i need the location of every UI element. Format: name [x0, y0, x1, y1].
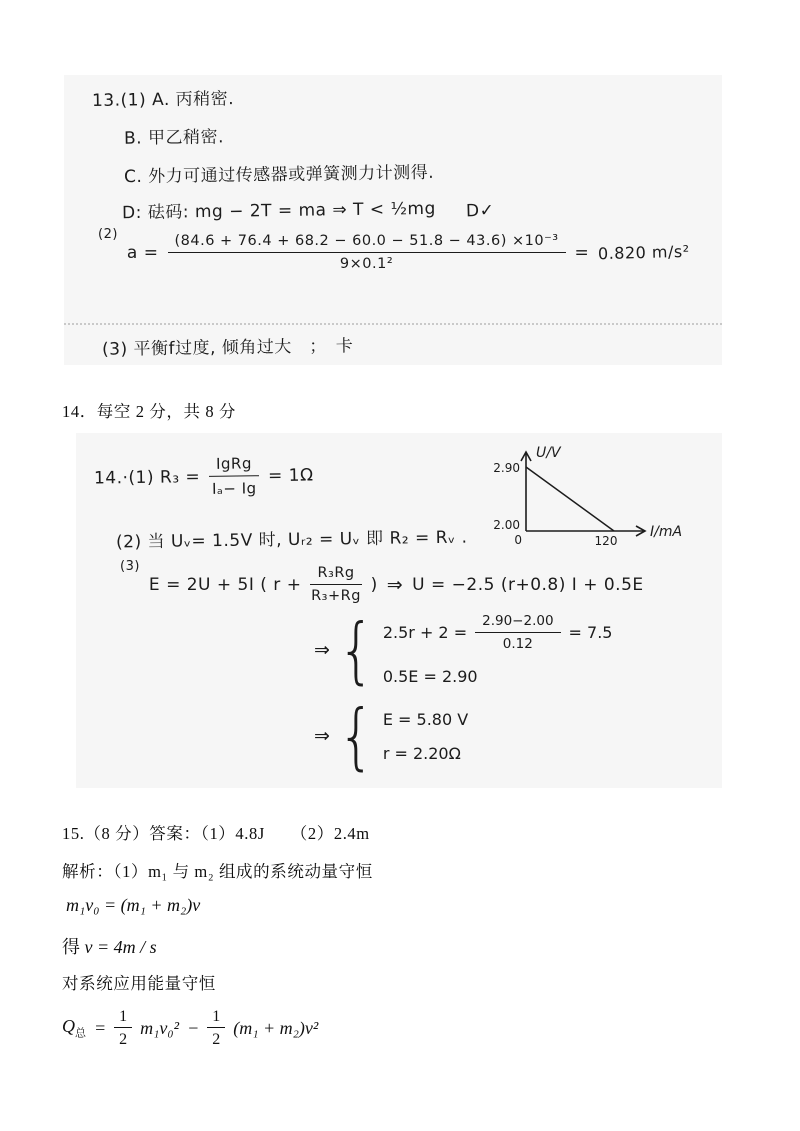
sys2-equation-a: E = 5.80 V	[382, 709, 469, 729]
hw-line-14-2: (2) 当 Uᵥ= 1.5V 时, Uᵣ₂ = Uᵥ 即 R₂ = Rᵥ .	[115, 527, 468, 553]
hw-system-2	[314, 693, 469, 779]
hw-system-1	[314, 607, 613, 692]
q-fraction-1	[114, 1008, 132, 1049]
graph-data-line	[526, 467, 614, 531]
hw-answer-check: D✓	[465, 200, 495, 222]
eq14-1-result: = 1Ω	[267, 464, 314, 486]
graph-y-axis-label: U/V	[536, 445, 561, 461]
q-frac1-denominator: 2	[119, 1031, 128, 1048]
eq14-3-lhs: E = 2U + 5I ( r +	[148, 574, 302, 595]
hw-line-13-1a: 13.(1) A. 丙稍密.	[91, 89, 235, 111]
graph-x-end-tick: 120	[594, 534, 618, 548]
q-fraction-2	[207, 1008, 225, 1049]
q-frac2-numerator: 1	[207, 1008, 225, 1028]
q15-analysis-line: 解析：（1）m₁ 与 m₂ 组成的系统动量守恒	[62, 862, 373, 881]
hw-line-13-1b: B. 甲乙稍密.	[123, 127, 225, 149]
momentum-equation: m₁v₀ = (m₁ + m₂)v	[66, 895, 201, 915]
eq2-denominator: 9×0.1²	[339, 256, 394, 272]
eq14-1-numerator: IgRg	[209, 454, 259, 477]
scan-region-q14	[76, 433, 722, 788]
eq14-3-numerator: R₃Rg	[310, 565, 361, 585]
scan-region-q13	[64, 75, 722, 365]
q14-score-note: 14．每空 2 分，共 8 分	[62, 402, 236, 421]
q-frac2-denominator: 2	[212, 1031, 221, 1048]
hw-line-13-3: (3) 平衡f过度, 倾角过大 ； 卡	[101, 336, 354, 360]
velocity-result-line	[62, 933, 157, 959]
brace-icon: {	[337, 607, 375, 692]
eq14-1-label: 14.·(1) R₃ =	[93, 466, 201, 489]
hw-line-13-1c: C. 外力可通过传感器或弹簧测力计测得.	[123, 162, 435, 188]
eq2-numerator: (84.6 + 76.4 + 68.2 − 60.0 − 51.8 − 43.6) ×10⁻³	[168, 233, 566, 253]
scan-divider	[64, 323, 722, 325]
eq2-fraction	[168, 233, 566, 272]
velocity-prefix: 得	[62, 937, 80, 957]
sys1-a-lhs: 2.5r + 2 =	[382, 623, 468, 642]
graph-y-top-tick: 2.90	[493, 461, 520, 475]
hw-eq-14-1	[94, 453, 314, 499]
graph-origin-tick: 0	[514, 533, 522, 547]
q-lhs	[62, 1016, 86, 1041]
brace-icon: {	[337, 693, 375, 779]
sys1-a-fraction	[475, 613, 560, 652]
hw-line-13-1d: D: 砝码: mg − 2T = ma ⇒ T < ½mg	[121, 198, 436, 224]
eq14-3-rhs: U = −2.5 (r+0.8) I + 0.5E	[412, 574, 644, 595]
implies-icon: ⇒	[314, 638, 330, 661]
heat-equation	[62, 1008, 318, 1049]
eq14-3-denominator: R₃+Rg	[311, 588, 361, 604]
q-symbol: Q	[62, 1016, 75, 1037]
uv-vs-i-graph	[486, 439, 696, 549]
eq14-3-label: (3)	[120, 559, 140, 574]
eq2-lhs: a =	[126, 242, 159, 263]
sys1-a-numerator: 2.90−2.00	[475, 613, 560, 633]
q-subscript: 总	[75, 1027, 86, 1040]
sys1-a-denominator: 0.12	[502, 636, 533, 652]
hw-eq-13-2	[98, 227, 691, 272]
energy-conservation-line: 对系统应用能量守恒	[62, 974, 216, 993]
eq2-result: 0.820 m/s²	[598, 241, 691, 264]
eq2-equals: =	[574, 242, 590, 263]
q-tail-term: (m₁ + m₂)v²	[233, 1018, 319, 1038]
eq14-3-fraction	[310, 565, 361, 604]
hw-eq-14-3	[120, 559, 644, 604]
eq2-label: (2)	[98, 227, 118, 242]
eq14-1-fraction	[209, 454, 259, 498]
q-equals: =	[94, 1018, 107, 1038]
q-frac1-numerator: 1	[114, 1008, 132, 1028]
sys2-equation-b: r = 2.20Ω	[382, 743, 461, 763]
sys1-a-rhs: = 7.5	[568, 623, 613, 642]
q15-answer-line: 15.（8 分）答案：（1）4.8J （2）2.4m	[62, 824, 370, 843]
eq14-3-rparen: )	[370, 574, 378, 595]
implies-icon: ⇒	[314, 725, 330, 747]
sys1-equation-b: 0.5E = 2.90	[382, 667, 478, 686]
graph-x-axis-label: I/mA	[650, 524, 683, 540]
implies-icon: ⇒	[386, 573, 404, 596]
q-mid-term: m₁v₀²	[140, 1018, 180, 1038]
sys1-equation-a	[383, 613, 613, 652]
eq14-1-denominator: Iₐ− Ig	[211, 479, 257, 498]
graph-y-bottom-tick: 2.00	[493, 518, 520, 532]
q-minus: −	[187, 1018, 200, 1038]
velocity-value: v = 4m / s	[84, 937, 157, 957]
